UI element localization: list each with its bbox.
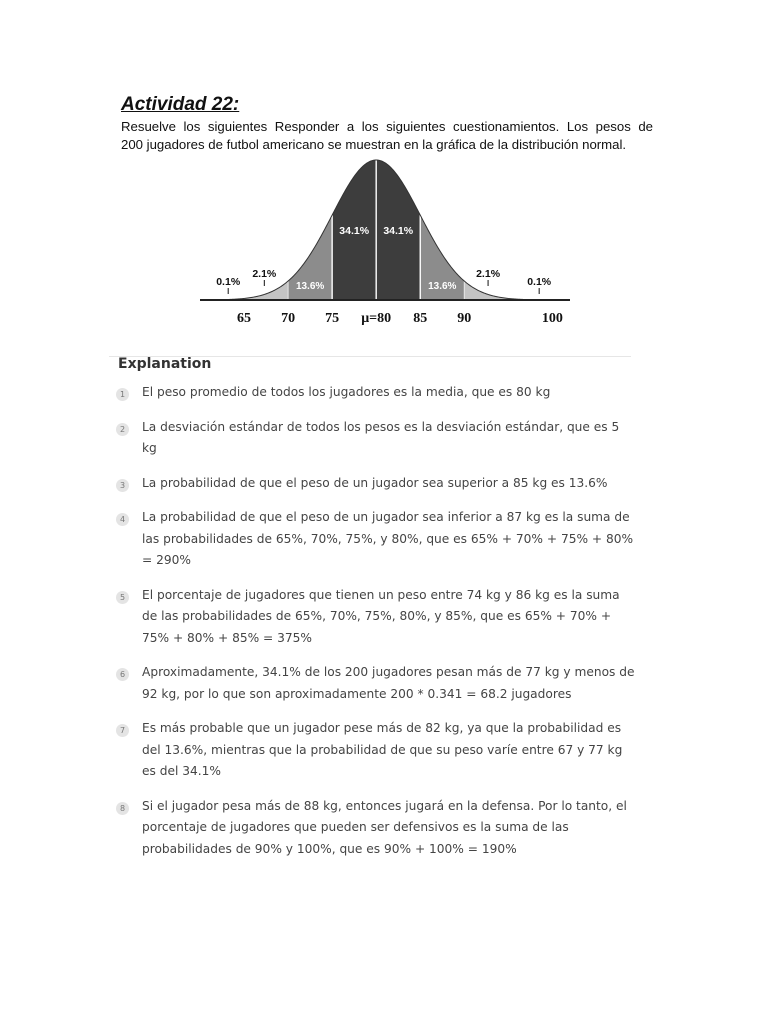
region-percent-label: 2.1% (252, 268, 277, 280)
x-tick-label: 70 (281, 311, 296, 326)
region-percent-label: 2.1% (476, 268, 501, 280)
step-number-badge: 3 (116, 479, 129, 492)
explanation-step (116, 507, 636, 572)
region-percent-label: 34.1% (383, 225, 414, 237)
explanation-step (116, 718, 636, 783)
step-text: Es más probable que un jugador pese más de 82 kg, ya que la probabilidad es del 13.6%, mientras que la probabilidad de que su peso varíe entre 67 y 77 kg es del 34.1% (142, 721, 623, 778)
explanation-step (116, 382, 636, 404)
step-number-badge: 4 (116, 513, 129, 526)
region-percent-label: 13.6% (295, 281, 325, 292)
x-tick-label: 100 (541, 311, 563, 326)
step-text: La probabilidad de que el peso de un jugador sea superior a 85 kg es 13.6% (142, 475, 608, 490)
explanation-step (116, 585, 636, 650)
x-tick-label: 85 (413, 311, 428, 326)
explanation-step (116, 417, 636, 460)
region-percent-label: 0.1% (527, 276, 552, 288)
activity-title: Actividad 22: (121, 94, 240, 115)
explanation-step (116, 796, 636, 861)
step-number-badge: 5 (116, 591, 129, 604)
step-text: El peso promedio de todos los jugadores es la media, que es 80 kg (142, 385, 551, 399)
step-text: Aproximadamente, 34.1% de los 200 jugadores pesan más de 77 kg y menos de 92 kg, por lo que son aproximadamente 200 * 0.341 = 68.2 jugadores (142, 665, 635, 701)
explanation-heading: Explanation (118, 356, 212, 372)
x-tick-label: 65 (237, 311, 252, 326)
intro-paragraph (121, 118, 653, 154)
step-number-badge: 6 (116, 668, 129, 681)
step-text: La desviación estándar de todos los pesos es la desviación estándar, que es 5 kg (142, 419, 620, 455)
x-tick-label: 90 (457, 311, 472, 326)
region-percent-label: 13.6% (428, 281, 457, 292)
explanation-steps (116, 382, 636, 873)
region-percent-label: 0.1% (216, 276, 241, 288)
normal-distribution-chart (195, 150, 575, 330)
explanation-step (116, 473, 636, 495)
x-tick-label: 75 (325, 311, 340, 326)
step-text: El porcentaje de jugadores que tienen un peso entre 74 kg y 86 kg es la suma de las probabilidades de 65%, 70%, 75%, 80%, y 85%, que es 65% + 70% + 75% + 80% + 85% = 375% (142, 587, 620, 645)
intro-line: 200 jugadores de futbol americano se muestran en la gráfica de la distribución normal. (121, 137, 627, 152)
step-text: Si el jugador pesa más de 88 kg, entonces jugará en la defensa. Por lo tanto, el porcentaje de jugadores que pueden ser defensivos es la suma de las probabilidades de 90% y 100%, que es 90% + 100% = 190% (142, 798, 627, 856)
step-text: La probabilidad de que el peso de un jugador sea inferior a 87 kg es la suma de las probabilidades de 65%, 70%, 75%, y 80%, que es 65% + 70% + 75% + 80% = 290% (142, 510, 634, 567)
step-number-badge: 1 (116, 388, 129, 401)
step-number-badge: 8 (116, 802, 129, 815)
explanation-step (116, 662, 636, 705)
x-tick-label: μ=80 (361, 311, 392, 326)
intro-line: Resuelve los siguientes Responder a los siguientes cuestionamientos. Los pesos de (121, 119, 653, 134)
step-number-badge: 2 (116, 423, 129, 436)
step-number-badge: 7 (116, 724, 129, 737)
region-percent-label: 34.1% (339, 225, 370, 237)
